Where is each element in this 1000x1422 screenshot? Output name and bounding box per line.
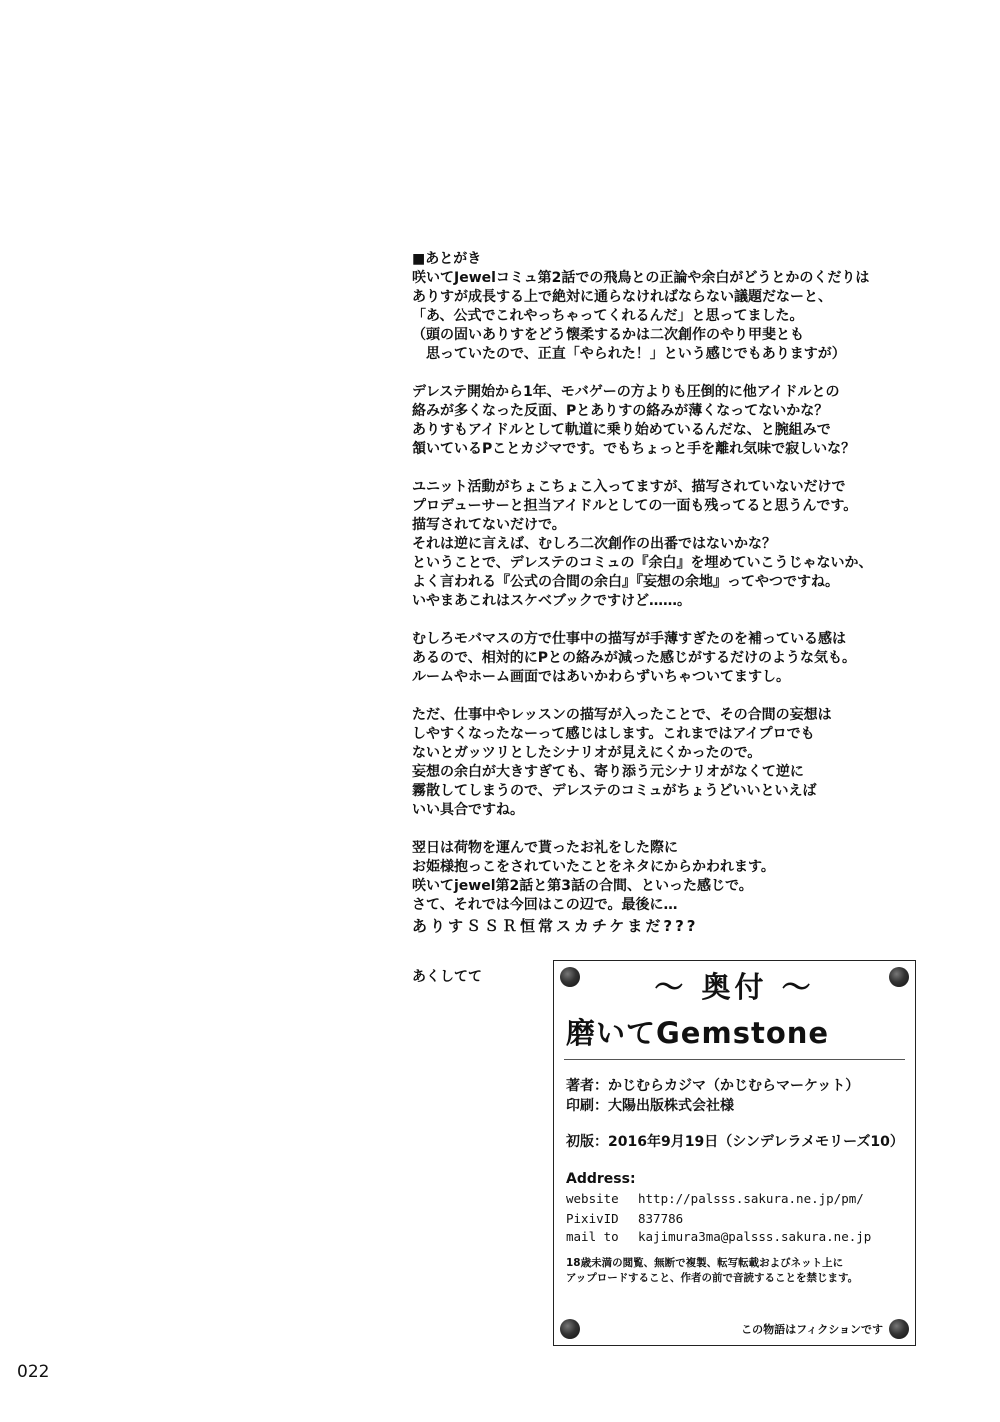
- address-key: mail to: [566, 1229, 619, 1244]
- text-line: プロデューサーと担当アイドルとしての一面も残ってると思うんです。: [412, 498, 858, 514]
- text-line: 頷いているPことカジマです。でもちょっと手を離れ気味で寂しいな？: [412, 441, 856, 457]
- text-line: ルームやホーム画面ではあいかわらずいちゃついてますし。: [412, 669, 790, 685]
- author-sign-off: あくしてて: [412, 969, 482, 985]
- afterword-paragraph-4: [412, 630, 932, 687]
- afterword: [412, 250, 932, 955]
- first-edition: 初版：2016年9月19日（シンデレラメモリーズ10）: [566, 1134, 904, 1150]
- text-line: デレステ開始から1年、モバゲーの方よりも圧倒的に他アイドルとの: [412, 384, 840, 400]
- text-line: むしろモバマスの方で仕事中の描写が手薄すぎたのを補っている感は: [412, 631, 846, 647]
- address-value: 837786: [638, 1211, 684, 1226]
- text-line: いい具合ですね。: [412, 802, 524, 818]
- page-number: 022: [17, 1362, 50, 1382]
- text-line: 絡みが多くなった反面、Pとありすの絡みが薄くなってないかな？: [412, 403, 829, 419]
- closing-shout: ありすＳＳＲ恒常スカチケまだ???: [412, 917, 699, 935]
- text-line: 霧散してしまうので、デレステのコミュがちょうどいいといえば: [412, 783, 817, 799]
- text-line: ということで、デレステのコミュの『余白』を埋めていこうじゃないか、: [412, 555, 873, 571]
- address-row: [566, 1211, 683, 1226]
- notice-line: アップロードすること、作者の前で音読することを禁じます。: [566, 1272, 859, 1284]
- address-key: PixivID: [566, 1211, 619, 1226]
- text-line: 翌日は荷物を運んで貰ったお礼をした際に: [412, 840, 678, 856]
- afterword-paragraph-1: [412, 269, 932, 364]
- afterword-paragraph-5: [412, 706, 932, 820]
- text-line: 思っていたので、正直「やられた！」という感じでもありますが）: [412, 346, 846, 362]
- address-value: kajimura3ma@palsss.sakura.ne.jp: [638, 1229, 872, 1244]
- address-row: [566, 1191, 864, 1206]
- author-credit: 著者：かじむらカジマ（かじむらマーケット）: [566, 1078, 860, 1094]
- text-line: ありすが成長する上で絶対に通らなければならない議題だなーと、: [412, 289, 832, 305]
- text-line: ないとガッツリとしたシナリオが見えにくかったので。: [412, 745, 762, 761]
- text-line: ユニット活動がちょこちょこ入ってますが、描写されていないだけで: [412, 479, 846, 495]
- text-line: しやすくなったなーって感じはします。これまではアイプロでも: [412, 726, 815, 742]
- fiction-disclaimer: この物語はフィクションです: [741, 1323, 883, 1336]
- text-line: さて、それでは今回はこの辺で。最後に…: [412, 897, 678, 913]
- colophon-title: ～ 奥付 ～: [654, 970, 815, 1004]
- afterword-heading: ■あとがき: [412, 251, 482, 267]
- afterword-paragraph-6: [412, 839, 932, 936]
- rivet-icon: [560, 1319, 580, 1339]
- book-title: 磨いてGemstone: [566, 1016, 830, 1050]
- text-line: 「あ、公式でこれやっちゃってくれるんだ」と思ってました。: [412, 308, 804, 324]
- address-label: Address:: [566, 1171, 636, 1187]
- text-line: お姫様抱っこをされていたことをネタにからかわれます。: [412, 859, 775, 875]
- text-line: いやまあこれはスケベブックですけど……。: [412, 593, 692, 609]
- notice-line: 18歳未満の閲覧、無断で複製、転写転載およびネット上に: [566, 1257, 844, 1269]
- text-line: ただ、仕事中やレッスンの描写が入ったことで、その合間の妄想は: [412, 707, 832, 723]
- text-line: ありすもアイドルとして軌道に乗り始めているんだな、と腕組みで: [412, 422, 831, 438]
- afterword-paragraph-2: [412, 383, 932, 459]
- text-line: それは逆に言えば、むしろ二次創作の出番ではないかな？: [412, 536, 776, 552]
- copyright-notice: [566, 1256, 858, 1286]
- rivet-icon: [889, 1319, 909, 1339]
- printer-credit: 印刷：大陽出版株式会社様: [566, 1098, 734, 1114]
- divider: [564, 1059, 905, 1060]
- address-row: [566, 1229, 871, 1244]
- text-line: （頭の固いありすをどう懐柔するかは二次創作のやり甲斐とも: [412, 327, 804, 343]
- text-line: 描写されてないだけで。: [412, 517, 566, 533]
- address-value: http://palsss.sakura.ne.jp/pm/: [638, 1191, 864, 1206]
- text-line: 妄想の余白が大きすぎても、寄り添う元シナリオがなくて逆に: [412, 764, 804, 780]
- text-line: 咲いてJewelコミュ第2話での飛鳥との正論や余白がどうとかのくだりは: [412, 270, 870, 286]
- colophon-box: [553, 960, 916, 1346]
- afterword-paragraph-3: [412, 478, 932, 611]
- text-line: 咲いてjewel第2話と第3話の合間、といった感じで。: [412, 878, 753, 894]
- text-line: よく言われる『公式の合間の余白』『妄想の余地』ってやつですね。: [412, 574, 839, 590]
- text-line: あるので、相対的にPとの絡みが減った感じがするだけのような気も。: [412, 650, 856, 666]
- address-key: website: [566, 1191, 619, 1206]
